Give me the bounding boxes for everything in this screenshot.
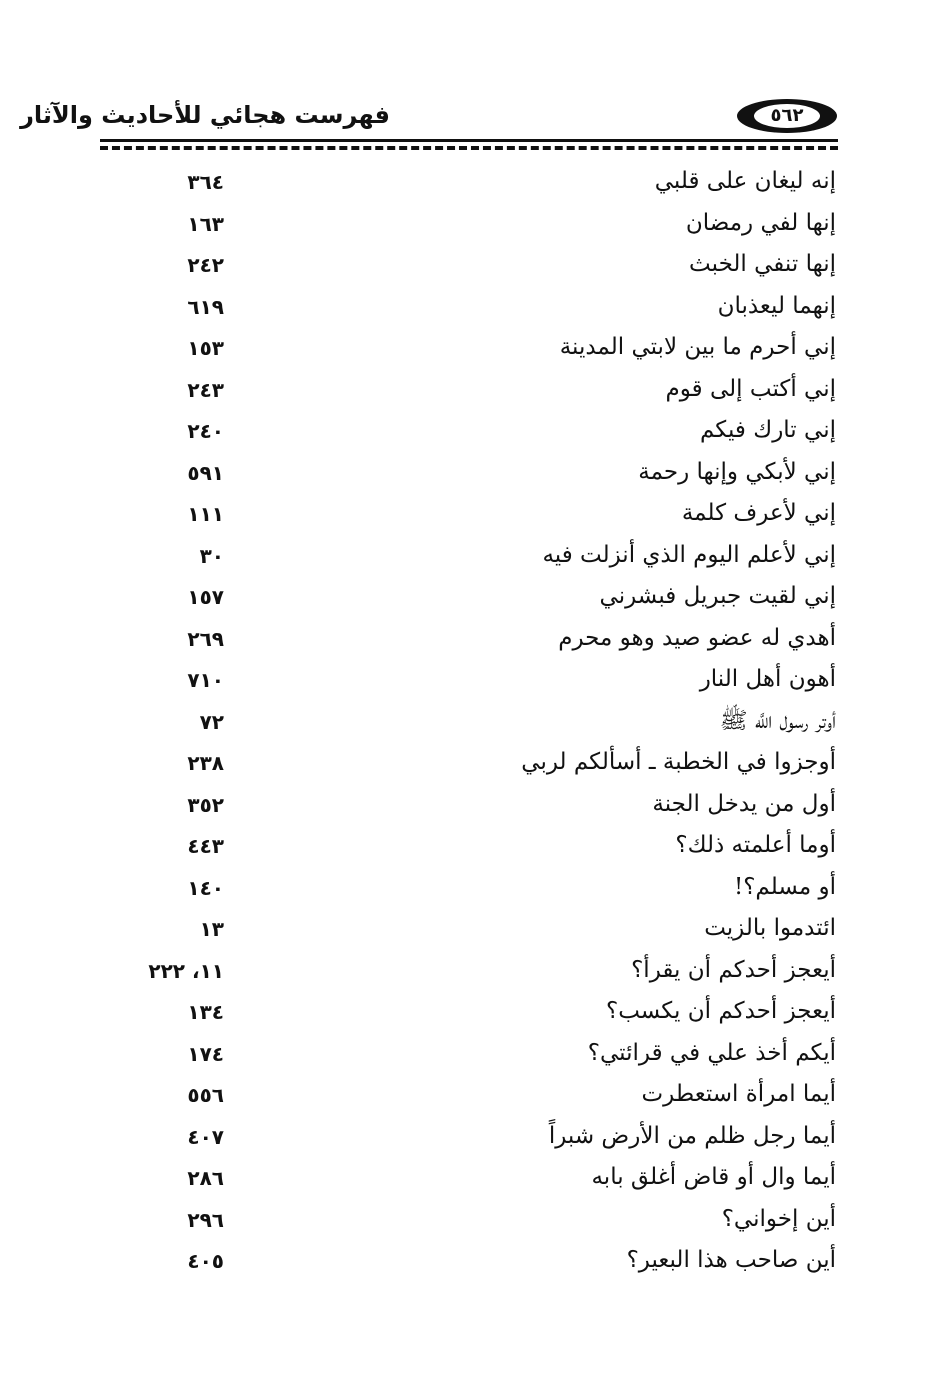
- header-rule: [100, 139, 838, 142]
- entry-page: ١١١: [187, 502, 224, 526]
- page-number-badge: [737, 99, 837, 133]
- index-entry: [0, 992, 946, 1034]
- entry-text: إنها تنفي الخبث: [689, 251, 836, 277]
- entry-page: ٧١٠: [187, 668, 224, 692]
- entry-text: أيعجز أحدكم أن يكسب؟: [606, 998, 836, 1024]
- index-entry: [0, 494, 946, 536]
- entry-text: إني أكتب إلى قوم: [665, 375, 836, 402]
- index-entry: [0, 245, 946, 287]
- index-entry: [0, 411, 946, 453]
- entry-text: أهون أهل النار: [699, 666, 836, 692]
- index-entry: [0, 619, 946, 661]
- entry-page: ٢٣٨: [187, 751, 224, 775]
- entry-text: إني تارك فيكم: [699, 417, 836, 443]
- entry-text: إنها لفي رمضان: [685, 209, 836, 236]
- index-entry: [0, 162, 946, 204]
- index-entry: [0, 204, 946, 246]
- entry-text: أين صاحب هذا البعير؟: [626, 1247, 836, 1273]
- entry-page: ٢٤٣: [187, 377, 224, 402]
- entry-page: ٦١٩: [187, 294, 224, 319]
- entry-text: أول من يدخل الجنة: [652, 790, 836, 817]
- entry-text: إنه ليغان على قلبي: [654, 168, 836, 194]
- index-entry: [0, 868, 946, 910]
- index-entry: [0, 328, 946, 370]
- entry-text: أو مسلم؟!: [733, 873, 836, 900]
- entry-page: ٢٤٠: [187, 419, 224, 443]
- entry-page: ١٥٣: [187, 336, 224, 360]
- entry-page: ٥٩١: [187, 460, 224, 485]
- entry-text: إني لأعلم اليوم الذي أنزلت فيه: [542, 541, 836, 568]
- entry-page: ٤٠٧: [187, 1124, 224, 1149]
- index-entry: [0, 951, 946, 993]
- entry-page: ١١، ٢٢٢: [148, 958, 224, 983]
- entry-text: أين إخواني؟: [721, 1205, 836, 1232]
- entry-page: ٧٢: [199, 709, 224, 734]
- index-entry: [0, 743, 946, 785]
- index-entry: [0, 660, 946, 702]
- entry-text: إني أحرم ما بين لابتي المدينة: [559, 334, 836, 360]
- index-entry: [0, 1241, 946, 1283]
- entry-text: إني لأعرف كلمة: [681, 500, 836, 526]
- entry-text: إني لأبكي وإنها رحمة: [638, 458, 836, 485]
- entry-page: ١٦٣: [187, 211, 224, 236]
- entry-page: ١٣٤: [187, 1000, 224, 1024]
- entry-page: ٢٩٦: [187, 1207, 224, 1232]
- entry-text: إني لقيت جبريل فبشرني: [599, 583, 836, 609]
- entry-text: أهدي له عضو صيد وهو محرم: [558, 624, 836, 651]
- index-entry: [0, 453, 946, 495]
- index-entry: [0, 702, 946, 744]
- page-number: ٥٦٢: [754, 104, 820, 128]
- index-entry: [0, 536, 946, 578]
- index-entry: [0, 826, 946, 868]
- entry-text: إنهما ليعذبان: [717, 292, 836, 319]
- entry-page: ٤٠٥: [187, 1249, 224, 1273]
- index-entry: [0, 370, 946, 412]
- entry-text: أيما وال أو قاض أغلق بابه: [591, 1164, 836, 1190]
- entry-page: ٣٦٤: [187, 170, 224, 194]
- entry-page: ٢٤٢: [187, 253, 224, 277]
- index-entry: [0, 1075, 946, 1117]
- index-entry: [0, 909, 946, 951]
- entry-page: ٣٠: [199, 543, 224, 568]
- header-dashed-rule: [100, 146, 838, 150]
- index-entry: [0, 1117, 946, 1159]
- entry-page: ٣٥٢: [187, 792, 224, 817]
- entry-text: ائتدموا بالزيت: [704, 915, 836, 941]
- entry-page: ١٤٠: [187, 875, 224, 900]
- entry-page: ٥٥٦: [187, 1083, 224, 1107]
- index-entry: [0, 287, 946, 329]
- entry-page: ٢٦٩: [187, 626, 224, 651]
- entry-page: ٢٨٦: [187, 1166, 224, 1190]
- index-list: [0, 162, 946, 1283]
- entry-text: أيما امرأة استعطرت: [641, 1081, 836, 1107]
- index-entry: [0, 577, 946, 619]
- entry-text: أوما أعلمته ذلك؟: [675, 832, 836, 858]
- entry-page: ١٣: [199, 917, 224, 941]
- entry-page: ٤٤٣: [187, 834, 224, 858]
- entry-page: ١٥٧: [187, 585, 224, 609]
- entry-text: أيما رجل ظلم من الأرض شبراً: [548, 1122, 836, 1149]
- page-header: [20, 97, 840, 137]
- index-entry: [0, 785, 946, 827]
- index-entry: [0, 1158, 946, 1200]
- entry-text: أيعجز أحدكم أن يقرأ؟: [631, 956, 836, 983]
- index-entry: [0, 1200, 946, 1242]
- entry-text: أوتر رسول اللَّه ﷺ: [719, 707, 836, 734]
- index-entry: [0, 1034, 946, 1076]
- running-title: فهرست هجائي للأحاديث والآثار: [20, 101, 390, 129]
- entry-text: أوجزوا في الخطبة ـ أسألكم لربي: [521, 749, 836, 775]
- entry-page: ١٧٤: [187, 1041, 224, 1066]
- entry-text: أيكم أخذ علي في قرائتي؟: [587, 1039, 836, 1066]
